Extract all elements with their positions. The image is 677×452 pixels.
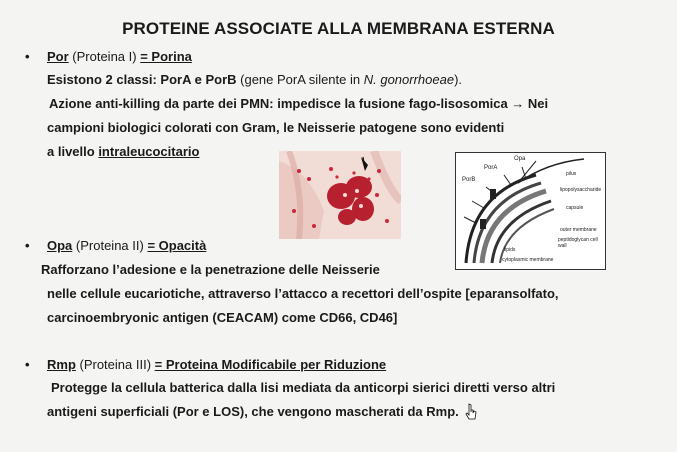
label-cytoplasmic-membrane: cytoplasmic membrane: [502, 257, 554, 263]
rmp-line-3: antigeni superficiali (Por e LOS), che vengono mascherati da Rmp.: [47, 404, 459, 419]
por-gene-end: ).: [454, 72, 463, 87]
por-line-4: campioni biologici colorati con Gram, le Neisserie patogene sono evidenti: [47, 120, 505, 135]
por-line-3: Azione anti-killing da parte dei PMN: impedisce la fusione fago-lisosomica → Nei: [49, 96, 549, 111]
label-lipids: lipids: [504, 247, 516, 253]
label-opa: Opa: [514, 156, 526, 162]
rmp-name: Rmp: [47, 357, 76, 372]
label-outer-membrane: outer membrane: [560, 227, 597, 233]
rmp-eq: = Proteina Modificabile per Riduzione: [154, 357, 387, 372]
opa-line-2: Rafforzano l’adesione e la penetrazione delle Neisserie: [41, 262, 380, 277]
bullet-por: •: [25, 49, 30, 64]
label-porb: PorB: [462, 177, 476, 183]
opa-heading: [47, 238, 206, 253]
por-eq: = Porina: [140, 49, 192, 64]
label-pora: PorA: [484, 165, 498, 171]
opa-paren: (Proteina II): [72, 238, 148, 253]
por-name: Por: [47, 49, 69, 64]
por-paren: (Proteina I): [68, 49, 141, 64]
rmp-line-2: Protegge la cellula batterica dalla lisi mediata da anticorpi sierici diretti verso altri: [51, 380, 556, 395]
opa-eq: = Opacità: [147, 238, 207, 253]
por-line-5-a: a livello: [47, 144, 99, 159]
por-classes: Esistono 2 classi: PorA e PorB: [47, 72, 237, 87]
gram-stain-photo: [279, 151, 401, 239]
por-species: N. gonorrhoeae: [363, 72, 455, 87]
por-intraleucocitario: intraleucocitario: [98, 144, 200, 159]
opa-name: Opa: [47, 238, 73, 253]
por-heading: [47, 49, 192, 64]
bullet-rmp: •: [25, 357, 30, 372]
membrane-diagram: [455, 152, 606, 270]
mouse-pointer-icon: [465, 403, 477, 421]
label-capsule: capsule: [566, 205, 584, 211]
label-peptidoglycan: peptidoglycan cell wall: [558, 237, 598, 249]
slide-title: PROTEINE ASSOCIATE ALLA MEMBRANA ESTERNA: [122, 19, 555, 38]
por-line-5: [47, 144, 199, 159]
por-line-2: [47, 72, 462, 87]
label-lps: lipopolysaccharide: [560, 187, 602, 193]
label-pilus: pilus: [566, 171, 577, 177]
bullet-opa: •: [25, 238, 30, 253]
por-gene-note: (gene PorA silente in: [236, 72, 364, 87]
rmp-heading: [47, 357, 386, 372]
opa-line-4: carcinoembryonic antigen (CEACAM) come CD66, CD46]: [47, 310, 398, 325]
rmp-paren: (Proteina III): [75, 357, 155, 372]
opa-line-3: nelle cellule eucariotiche, attraverso l’attacco a recettori dell’ospite [eparansolfato,: [47, 286, 559, 301]
